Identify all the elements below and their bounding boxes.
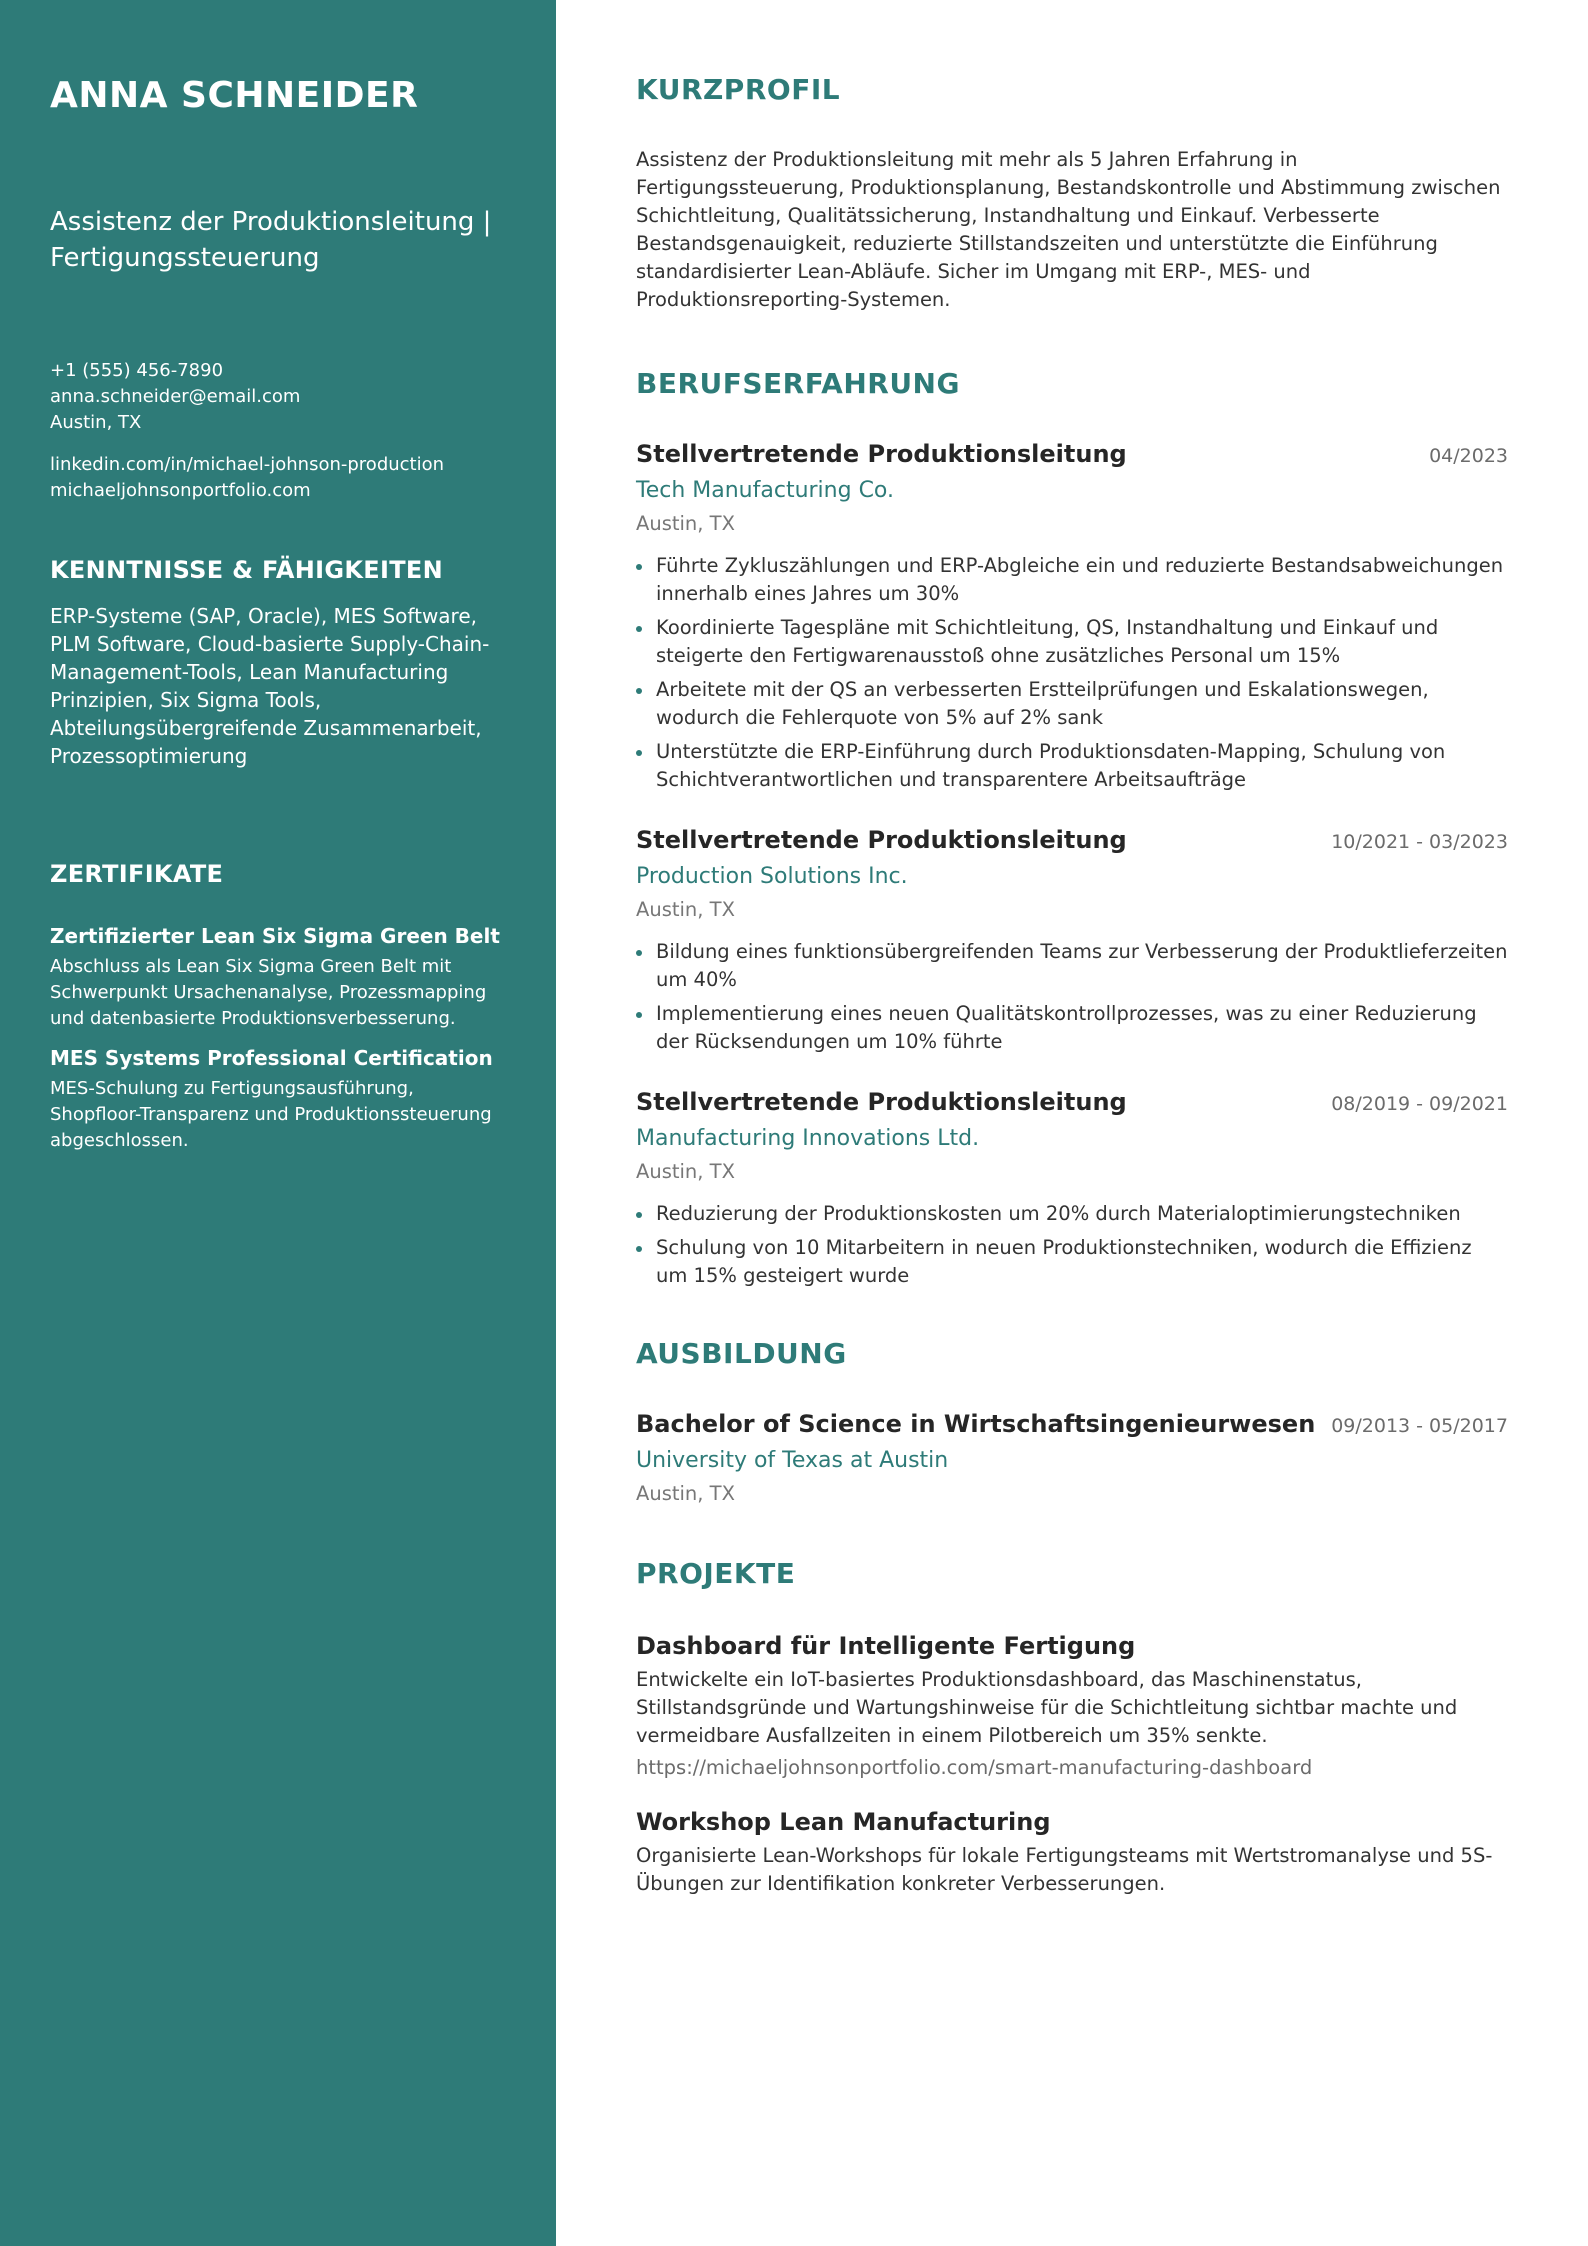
bullet-text: Koordinierte Tagespläne mit Schichtleitung, QS, Instandhaltung und Einkauf und steigerte den Fertigwarenausstoß ohne zusätzliches Personal um 15%	[656, 616, 1439, 667]
job-bullet	[636, 1234, 1508, 1290]
education-date: 09/2013 - 05/2017	[1331, 1415, 1508, 1437]
job-location: Austin, TX	[636, 512, 735, 535]
education-header	[636, 1408, 1508, 1440]
candidate-name: ANNA SCHNEIDER	[50, 75, 419, 116]
project-title: Dashboard für Intelligente Fertigung	[636, 1632, 1136, 1660]
project-description: Entwickelte ein IoT-basiertes Produktionsdashboard, das Maschinenstatus, Stillstandsgründe und Wartungshinweise für die Schichtleitung sichtbar machte und vermeidbare Ausfallzeiten in einem Pilotbereich um 35% senkte.	[636, 1668, 1458, 1747]
job-bullets	[636, 552, 1508, 794]
job-entry	[636, 824, 1508, 1056]
job-header	[636, 1086, 1508, 1118]
certificate-item	[50, 922, 506, 1032]
linkedin-link[interactable]: linkedin.com/in/michael-johnson-production	[50, 454, 445, 475]
job-entry	[636, 1086, 1508, 1290]
job-date: 04/2023	[1429, 445, 1508, 467]
bullet-dot-icon	[636, 626, 642, 632]
projects-heading: PROJEKTE	[636, 1557, 796, 1590]
job-bullet	[636, 738, 1508, 794]
bullet-dot-icon	[636, 688, 642, 694]
links-block	[50, 452, 506, 504]
education-degree: Bachelor of Science in Wirtschaftsingenieurwesen	[636, 1410, 1316, 1438]
candidate-subtitle: Assistenz der Produktionsleitung | Fertigungssteuerung	[50, 207, 492, 273]
project-title: Workshop Lean Manufacturing	[636, 1808, 1051, 1836]
project-item	[636, 1630, 1508, 1782]
bullet-dot-icon	[636, 950, 642, 956]
bullet-dot-icon	[636, 1246, 642, 1252]
bullet-dot-icon	[636, 564, 642, 570]
certificate-item	[50, 1044, 506, 1154]
education-entry	[636, 1408, 1508, 1508]
education-school: University of Texas at Austin	[636, 1448, 949, 1473]
sidebar	[0, 0, 556, 2246]
certificates-heading: ZERTIFIKATE	[50, 860, 224, 888]
job-bullets	[636, 1200, 1508, 1290]
contact-block	[50, 358, 506, 436]
job-company: Production Solutions Inc.	[636, 864, 908, 889]
certificate-description: MES-Schulung zu Fertigungsausführung, Shopfloor-Transparenz und Produktionssteuerung abgeschlossen.	[50, 1078, 492, 1151]
certificate-description: Abschluss als Lean Six Sigma Green Belt mit Schwerpunkt Ursachenanalyse, Prozessmapping und datenbasierte Produktionsverbesserung.	[50, 956, 487, 1029]
project-description: Organisierte Lean-Workshops für lokale Fertigungsteams mit Wertstromanalyse und 5S-Übungen zur Identifikation konkreter Verbesserungen.	[636, 1844, 1493, 1895]
job-date: 08/2019 - 09/2021	[1331, 1093, 1508, 1115]
job-title: Stellvertretende Produktionsleitung	[636, 826, 1127, 854]
certificate-title: MES Systems Professional Certification	[50, 1046, 493, 1070]
bullet-text: Arbeitete mit der QS an verbesserten Erstteilprüfungen und Eskalationswegen, wodurch die Fehlerquote von 5% auf 2% sank	[656, 678, 1429, 729]
education-location: Austin, TX	[636, 1482, 735, 1505]
bullet-text: Schulung von 10 Mitarbeitern in neuen Produktionstechniken, wodurch die Effizienz um 15% gesteigert wurde	[656, 1236, 1472, 1287]
summary-text: Assistenz der Produktionsleitung mit mehr als 5 Jahren Erfahrung in Fertigungssteuerung, Produktionsplanung, Bestandskontrolle und Abstimmung zwischen Schichtleitung, Qualitätssicherung, Instandhaltung und Einkauf. Verbesserte Bestandsgenauigkeit, reduzierte Stillstandszeiten und unterstützte die Einführung standardisierter Lean-Abläufe. Sicher im Umgang mit ERP-, MES- und Produktionsreporting-Systemen.	[636, 148, 1501, 311]
bullet-text: Bildung eines funktionsübergreifenden Teams zur Verbesserung der Produktlieferzeiten um 40%	[656, 940, 1508, 991]
bullet-text: Implementierung eines neuen Qualitätskontrollprozesses, was zu einer Reduzierung der Rücksendungen um 10% führte	[656, 1002, 1477, 1053]
job-location: Austin, TX	[636, 1160, 735, 1183]
job-bullet	[636, 552, 1508, 608]
experience-heading: BERUFSERFAHRUNG	[636, 367, 960, 400]
skills-heading: KENNTNISSE & FÄHIGKEITEN	[50, 556, 443, 584]
project-link[interactable]: https://michaeljohnsonportfolio.com/smart-manufacturing-dashboard	[636, 1756, 1313, 1779]
project-item	[636, 1806, 1508, 1898]
job-header	[636, 824, 1508, 856]
job-title: Stellvertretende Produktionsleitung	[636, 440, 1127, 468]
job-bullet	[636, 938, 1508, 994]
bullet-text: Reduzierung der Produktionskosten um 20% durch Materialoptimierungstechniken	[656, 1202, 1461, 1225]
skills-text: ERP-Systeme (SAP, Oracle), MES Software, PLM Software, Cloud-basierte Supply-Chain-Management-Tools, Lean Manufacturing Prinzipien, Six Sigma Tools, Abteilungsübergreifende Zusammenarbeit, Prozessoptimierung	[50, 604, 490, 768]
job-company: Tech Manufacturing Co.	[636, 478, 894, 503]
job-bullet	[636, 1200, 1508, 1228]
certificates-list	[50, 922, 506, 1154]
bullet-text: Unterstützte die ERP-Einführung durch Produktionsdaten-Mapping, Schulung von Schichtverantwortlichen und transparentere Arbeitsaufträge	[656, 740, 1446, 791]
job-bullet	[636, 614, 1508, 670]
contact-location: Austin, TX	[50, 412, 142, 433]
job-bullet	[636, 676, 1508, 732]
job-bullets	[636, 938, 1508, 1056]
bullet-dot-icon	[636, 1012, 642, 1018]
job-location: Austin, TX	[636, 898, 735, 921]
certificate-title: Zertifizierter Lean Six Sigma Green Belt	[50, 924, 500, 948]
bullet-dot-icon	[636, 1212, 642, 1218]
main-content	[556, 0, 1588, 2246]
portfolio-link[interactable]: michaeljohnsonportfolio.com	[50, 480, 311, 501]
job-bullet	[636, 1000, 1508, 1056]
job-title: Stellvertretende Produktionsleitung	[636, 1088, 1127, 1116]
education-heading: AUSBILDUNG	[636, 1337, 847, 1370]
job-company: Manufacturing Innovations Ltd.	[636, 1126, 980, 1151]
job-header	[636, 438, 1508, 470]
experience-list	[636, 438, 1508, 1290]
bullet-text: Führte Zykluszählungen und ERP-Abgleiche ein und reduzierte Bestandsabweichungen innerhalb eines Jahres um 30%	[656, 554, 1504, 605]
job-entry	[636, 438, 1508, 794]
bullet-dot-icon	[636, 750, 642, 756]
job-date: 10/2021 - 03/2023	[1331, 831, 1508, 853]
contact-email[interactable]: anna.schneider@email.com	[50, 386, 301, 407]
contact-phone: +1 (555) 456-7890	[50, 360, 224, 381]
summary-heading: KURZPROFIL	[636, 73, 841, 106]
